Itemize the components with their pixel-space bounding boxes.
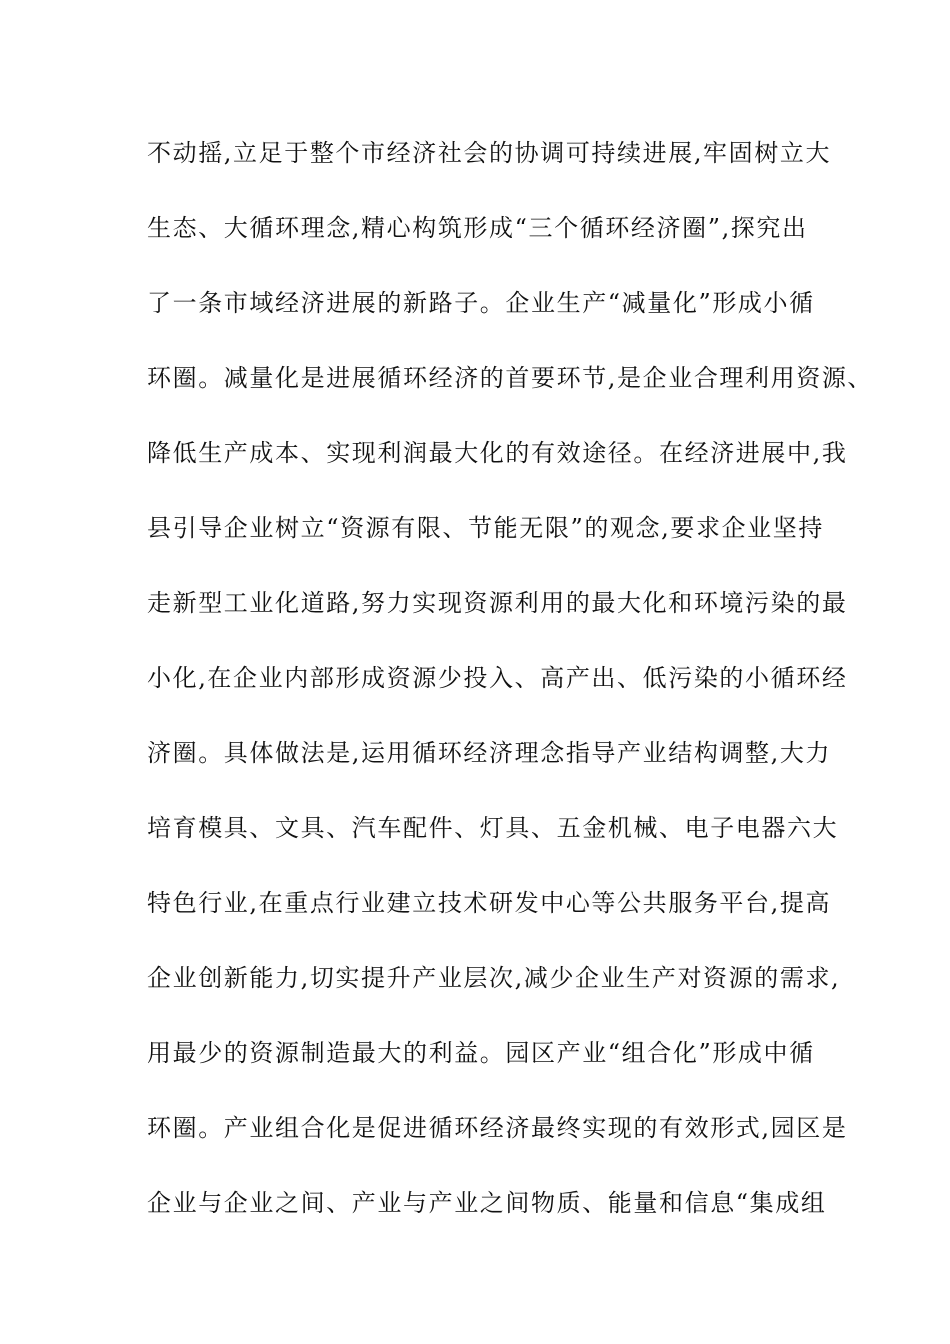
text-line: 不动摇,立足于整个市经济社会的协调可持续进展,牢固树立大	[147, 139, 832, 167]
text-line: 生态、大循环理念,精心构筑形成“三个循环经济圈”,探究出	[147, 214, 808, 242]
text-line: 了一条市域经济进展的新路子。企业生产“减量化”形成小循	[147, 289, 815, 317]
text-line: 环圈。减量化是进展循环经济的首要环节,是企业合理利用资源、	[147, 364, 874, 392]
text-line: 环圈。产业组合化是促进循环经济最终实现的有效形式,园区是	[147, 1114, 848, 1142]
text-line: 小化,在企业内部形成资源少投入、高产出、低污染的小循环经	[147, 664, 848, 692]
text-line: 县引导企业树立“资源有限、节能无限”的观念,要求企业坚持	[147, 514, 824, 542]
text-line: 降低生产成本、实现利润最大化的有效途径。在经济进展中,我	[147, 439, 848, 467]
body-text	[147, 128, 874, 1253]
text-line: 培育模具、文具、汽车配件、灯具、五金机械、电子电器六大	[147, 814, 839, 842]
text-line: 特色行业,在重点行业建立技术研发中心等公共服务平台,提高	[147, 889, 832, 917]
text-line: 走新型工业化道路,努力实现资源利用的最大化和环境污染的最	[147, 589, 848, 617]
text-line: 济圈。具体做法是,运用循环经济理念指导产业结构调整,大力	[147, 739, 832, 767]
text-line: 用最少的资源制造最大的利益。园区产业“组合化”形成中循	[147, 1039, 815, 1067]
text-line: 企业与企业之间、产业与产业之间物质、能量和信息“集成组	[147, 1189, 827, 1217]
text-line: 企业创新能力,切实提升产业层次,减少企业生产对资源的需求,	[147, 964, 841, 992]
